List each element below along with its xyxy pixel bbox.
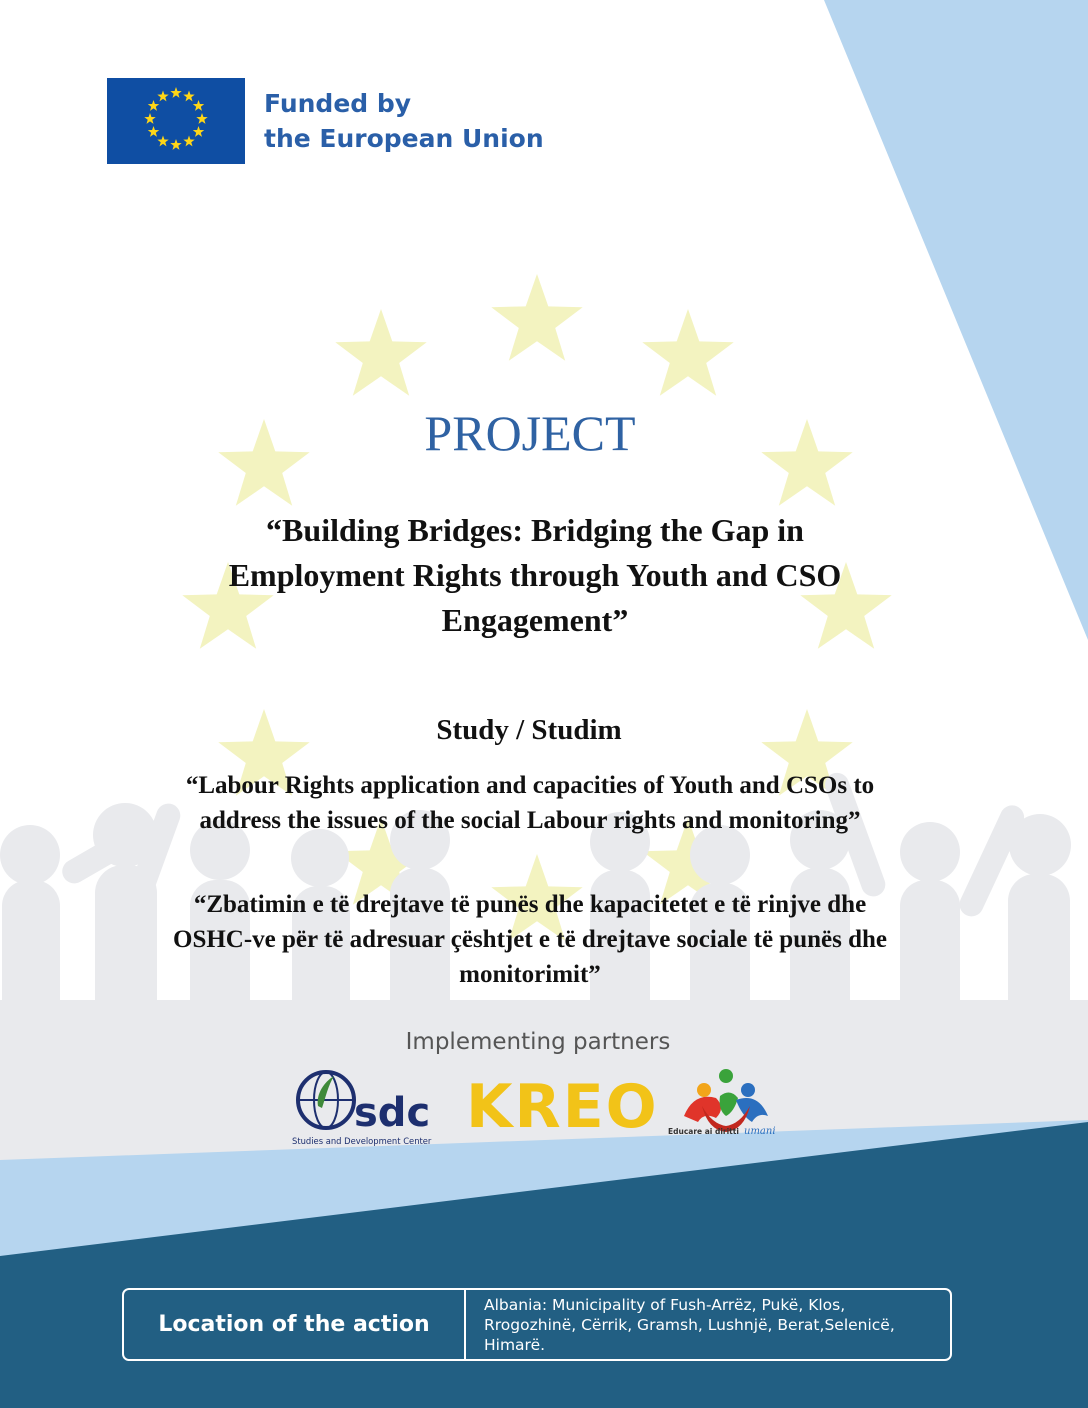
person-icon bbox=[741, 1083, 755, 1097]
funder-text bbox=[264, 86, 544, 156]
kreo-logo: KREO bbox=[466, 1072, 659, 1142]
partners-heading: Implementing partners bbox=[405, 1029, 671, 1055]
edu-caption: Educare ai diritti bbox=[668, 1127, 739, 1136]
eu-flag-icon bbox=[107, 78, 245, 164]
person-icon bbox=[697, 1083, 711, 1097]
sdc-caption: Studies and Development Center bbox=[292, 1136, 432, 1146]
figure-green-icon bbox=[720, 1092, 738, 1116]
project-heading: PROJECT bbox=[424, 405, 636, 461]
project-title: “Building Bridges: Bridging the Gap in Employment Rights through Youth and CSO Engagement” bbox=[228, 512, 842, 638]
location-box bbox=[122, 1288, 952, 1361]
funder-line-1: Funded by bbox=[264, 89, 412, 118]
leaf-icon bbox=[318, 1076, 334, 1108]
figure-red-icon bbox=[684, 1097, 721, 1122]
sdc-wordmark: sdc bbox=[354, 1090, 431, 1136]
funder-line-2: the European Union bbox=[264, 124, 544, 153]
person-icon bbox=[719, 1069, 733, 1083]
location-label: Location of the action bbox=[124, 1290, 466, 1359]
edu-logo bbox=[664, 1066, 789, 1142]
location-value: Albania: Municipality of Fush-Arrëz, Pukë, Klos, Rrogozhinë, Cërrik, Gramsh, Lushnjë, Berat,Selenicë, Himarë. bbox=[484, 1295, 895, 1354]
study-title-albanian: “Zbatimin e të drejtave të punës dhe kapacitetet e të rinjve dhe OSHC-ve për të adresuar çështjet e të drejtave sociale të punës dhe monitorimit” bbox=[173, 891, 887, 988]
study-label: Study / Studim bbox=[436, 714, 622, 746]
edu-script: umani bbox=[744, 1126, 776, 1137]
sdc-logo bbox=[292, 1066, 437, 1150]
study-title-english: “Labour Rights application and capacities of Youth and CSOs to address the issues of the social Labour rights and monitoring” bbox=[185, 772, 875, 834]
